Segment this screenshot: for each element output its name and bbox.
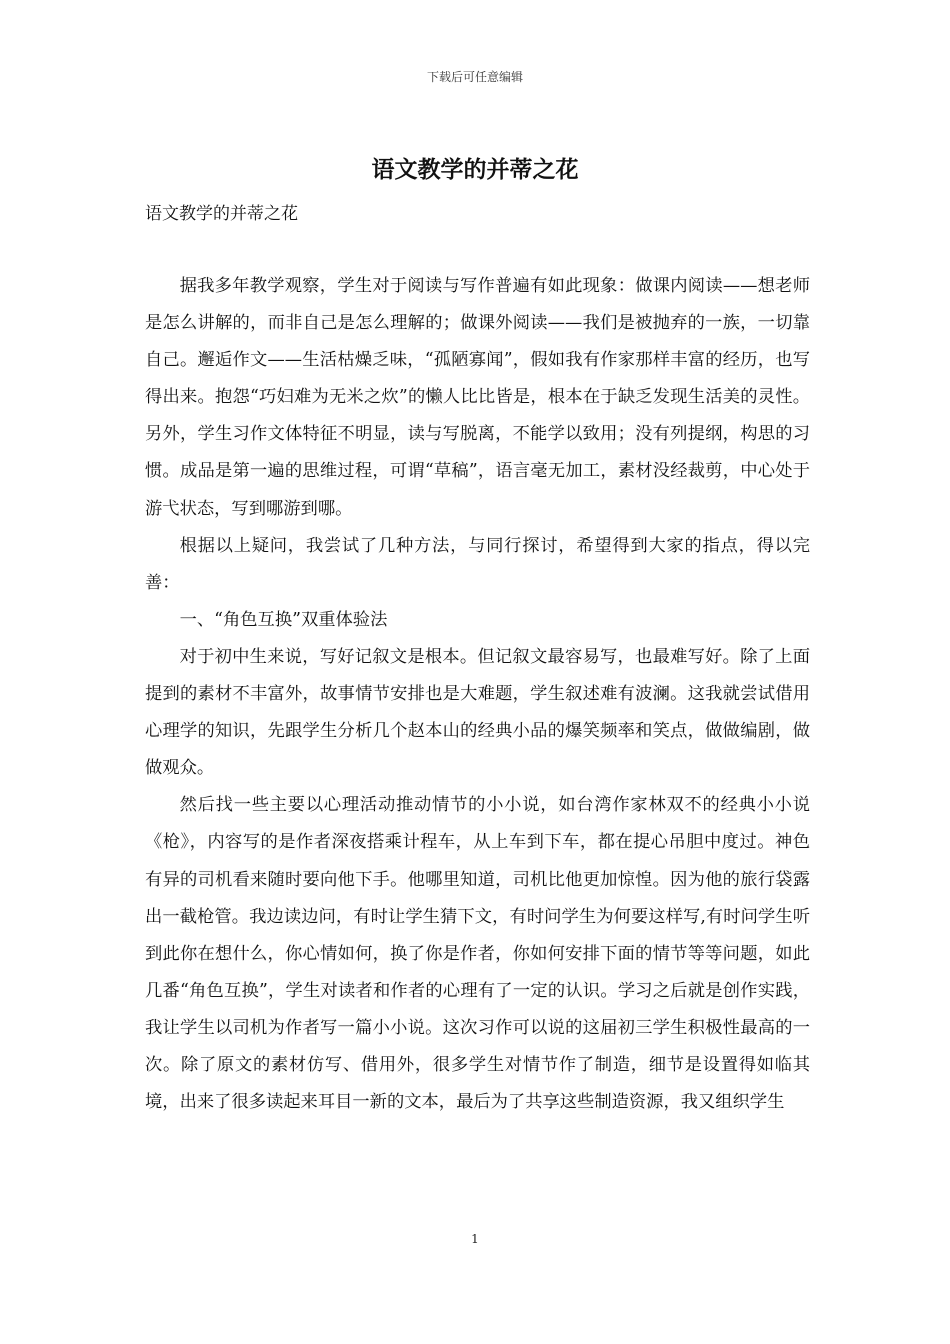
document-body [145, 268, 810, 1121]
body-paragraph: 然后找一些主要以心理活动推动情节的小小说，如台湾作家林双不的经典小小说《枪》，内容写的是作者深夜搭乘计程车，从上车到下车，都在提心吊胆中度过。神色有异的司机看来随时要向他下手。他哪里知道，司机比他更加惊惶。因为他的旅行袋露出一截枪管。我边读边问，有时让学生猜下文，有时问学生为何要这样写,有时问学生听到此你在想什么，你心情如何，换了你是作者，你如何安排下面的情节等等问题，如此几番“角色互换”，学生对读者和作者的心理有了一定的认识。学习之后就是创作实践，我让学生以司机为作者写一篇小小说。这次习作可以说的这届初三学生积极性最高的一次。除了原文的素材仿写、借用外，很多学生对情节作了制造，细节是设置得如临其境，出来了很多读起来耳目一新的文本，最后为了共享这些制造资源，我又组织学生 [145, 795, 810, 1113]
body-paragraph: 根据以上疑问，我尝试了几种方法，与同行探讨，希望得到大家的指点，得以完善： [145, 535, 810, 593]
page-header-note: 下载后可任意编辑 [426, 70, 523, 84]
page-number: 1 [471, 1232, 479, 1246]
document-subtitle: 语文教学的并蒂之花 [145, 204, 298, 224]
document-title: 语文教学的并蒂之花 [371, 156, 579, 183]
body-paragraph: 据我多年教学观察，学生对于阅读与写作普遍有如此现象：做课内阅读——想老师是怎么讲解的，而非自己是怎么理解的；做课外阅读——我们是被抛弃的一族，一切靠自己。邂逅作文——生活枯燥乏味，“孤陋寡闻”，假如我有作家那样丰富的经历，也写得出来。抱怨“巧妇难为无米之炊”的懒人比比皆是，根本在于缺乏发现生活美的灵性。另外，学生习作文体特征不明显，读与写脱离，不能学以致用；没有列提纲，构思的习惯。成品是第一遍的思维过程，可谓“草稿”，语言毫无加工，素材没经裁剪，中心处于游弋状态，写到哪游到哪。 [145, 276, 810, 519]
section-heading: 一、“角色互换”双重体验法 [179, 609, 388, 630]
body-paragraph: 对于初中生来说，写好记叙文是根本。但记叙文最容易写，也最难写好。除了上面提到的素材不丰富外，故事情节安排也是大难题，学生叙述难有波澜。这我就尝试借用心理学的知识，先跟学生分析几个赵本山的经典小品的爆笑频率和笑点，做做编剧，做做观众。 [145, 646, 810, 779]
